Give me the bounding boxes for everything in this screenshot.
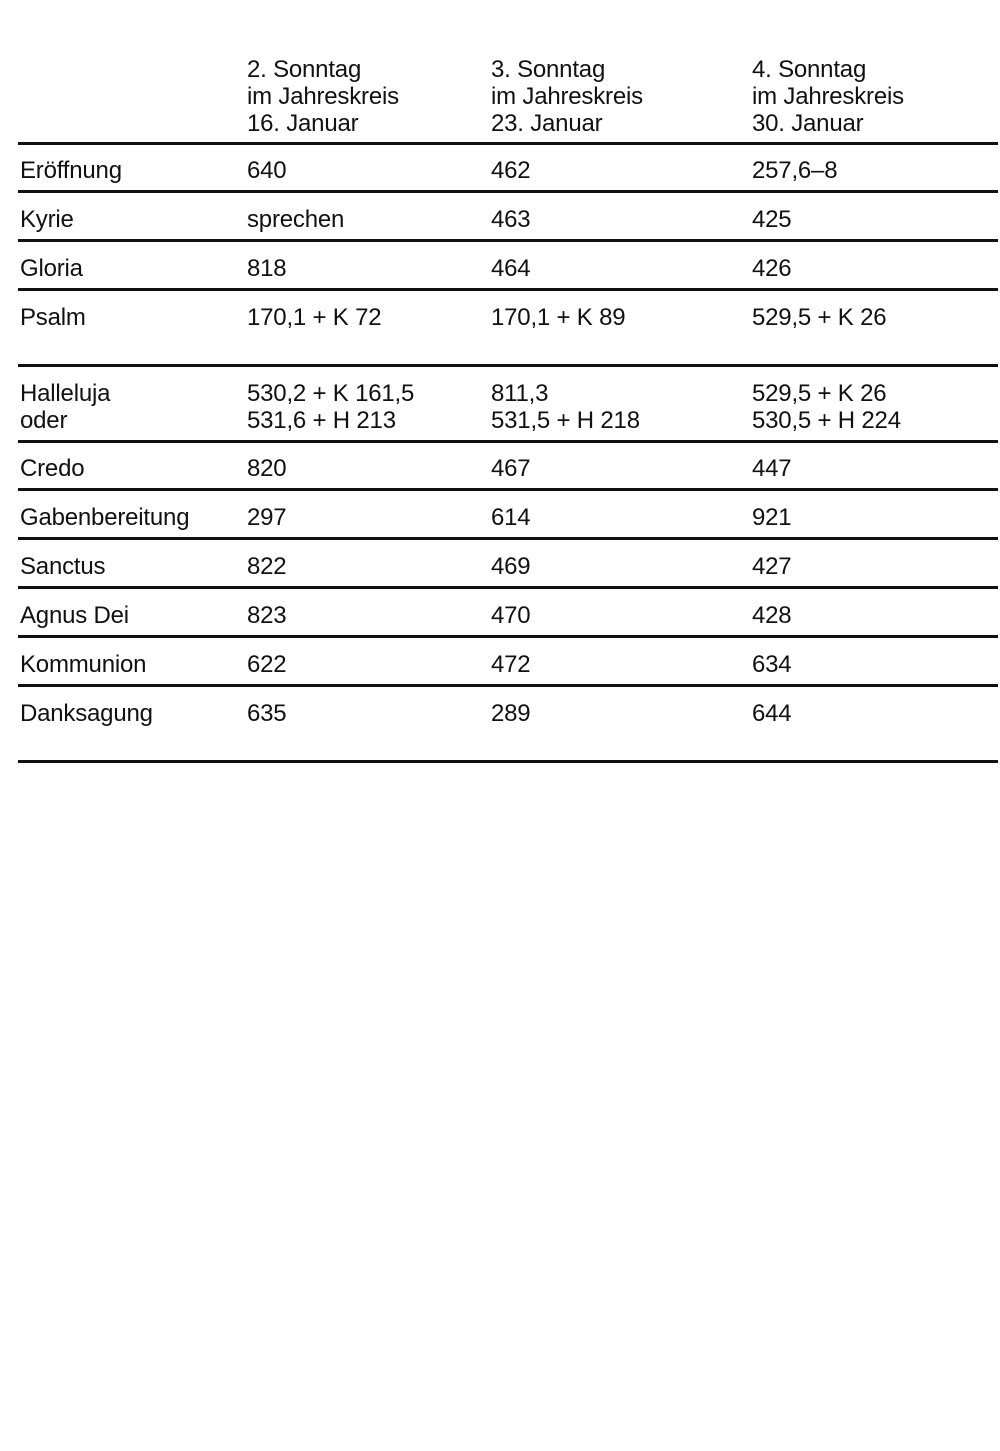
table-cell: 635 xyxy=(247,700,287,727)
table-rule xyxy=(18,364,998,367)
table-cell: 464 xyxy=(491,255,531,282)
table-cell: 289 xyxy=(491,700,531,727)
table-cell: 529,5 + K 26 xyxy=(752,304,887,331)
table-cell: sprechen xyxy=(247,206,345,233)
row-label: Eröffnung xyxy=(20,157,122,184)
row-label: Kyrie xyxy=(20,206,74,233)
column-header-3-line-1: 4. Sonntag xyxy=(752,56,867,83)
column-header-3-line-3: 30. Januar xyxy=(752,110,864,137)
row-label: Sanctus xyxy=(20,553,106,580)
table-cell: 622 xyxy=(247,651,287,678)
table-cell: 818 xyxy=(247,255,287,282)
table-cell: 470 xyxy=(491,602,531,629)
table-cell: 425 xyxy=(752,206,792,233)
table-rule xyxy=(18,635,998,638)
table-cell: 463 xyxy=(491,206,531,233)
table-cell: 634 xyxy=(752,651,792,678)
table-cell: 447 xyxy=(752,455,792,482)
table-cell: 921 xyxy=(752,504,792,531)
row-label: Agnus Dei xyxy=(20,602,129,629)
table-cell: 469 xyxy=(491,553,531,580)
table-rule xyxy=(18,488,998,491)
column-header-1-line-2: im Jahreskreis xyxy=(247,83,399,110)
table-cell: 820 xyxy=(247,455,287,482)
row-label: Danksagung xyxy=(20,700,153,727)
table-rule xyxy=(18,684,998,687)
table-rule xyxy=(18,142,998,145)
table-cell: 428 xyxy=(752,602,792,629)
table-cell: 170,1 + K 72 xyxy=(247,304,382,331)
table-cell: 811,3 531,5 + H 218 xyxy=(491,380,640,434)
table-rule xyxy=(18,440,998,443)
table-cell: 530,2 + K 161,5 531,6 + H 213 xyxy=(247,380,415,434)
table-cell: 644 xyxy=(752,700,792,727)
column-header-2-line-1: 3. Sonntag xyxy=(491,56,606,83)
table-cell: 297 xyxy=(247,504,287,531)
row-label: Halleluja oder xyxy=(20,380,111,434)
table-cell: 823 xyxy=(247,602,287,629)
table-cell: 529,5 + K 26 530,5 + H 224 xyxy=(752,380,901,434)
table-rule xyxy=(18,537,998,540)
table-cell: 257,6–8 xyxy=(752,157,838,184)
column-header-3-line-2: im Jahreskreis xyxy=(752,83,904,110)
table-rule xyxy=(18,239,998,242)
table-rule xyxy=(18,760,998,763)
row-label: Psalm xyxy=(20,304,86,331)
table-cell: 614 xyxy=(491,504,531,531)
table-rule xyxy=(18,288,998,291)
column-header-1-line-3: 16. Januar xyxy=(247,110,359,137)
column-header-1-line-1: 2. Sonntag xyxy=(247,56,362,83)
table-cell: 472 xyxy=(491,651,531,678)
table-cell: 462 xyxy=(491,157,531,184)
column-header-2-line-2: im Jahreskreis xyxy=(491,83,643,110)
row-label: Credo xyxy=(20,455,85,482)
table-cell: 426 xyxy=(752,255,792,282)
table-cell: 170,1 + K 89 xyxy=(491,304,626,331)
row-label: Kommunion xyxy=(20,651,147,678)
row-label: Gabenbereitung xyxy=(20,504,190,531)
table-cell: 427 xyxy=(752,553,792,580)
column-header-2-line-3: 23. Januar xyxy=(491,110,603,137)
table-cell: 822 xyxy=(247,553,287,580)
table-cell: 467 xyxy=(491,455,531,482)
table-rule xyxy=(18,190,998,193)
table-rule xyxy=(18,586,998,589)
row-label: Gloria xyxy=(20,255,83,282)
table-cell: 640 xyxy=(247,157,287,184)
